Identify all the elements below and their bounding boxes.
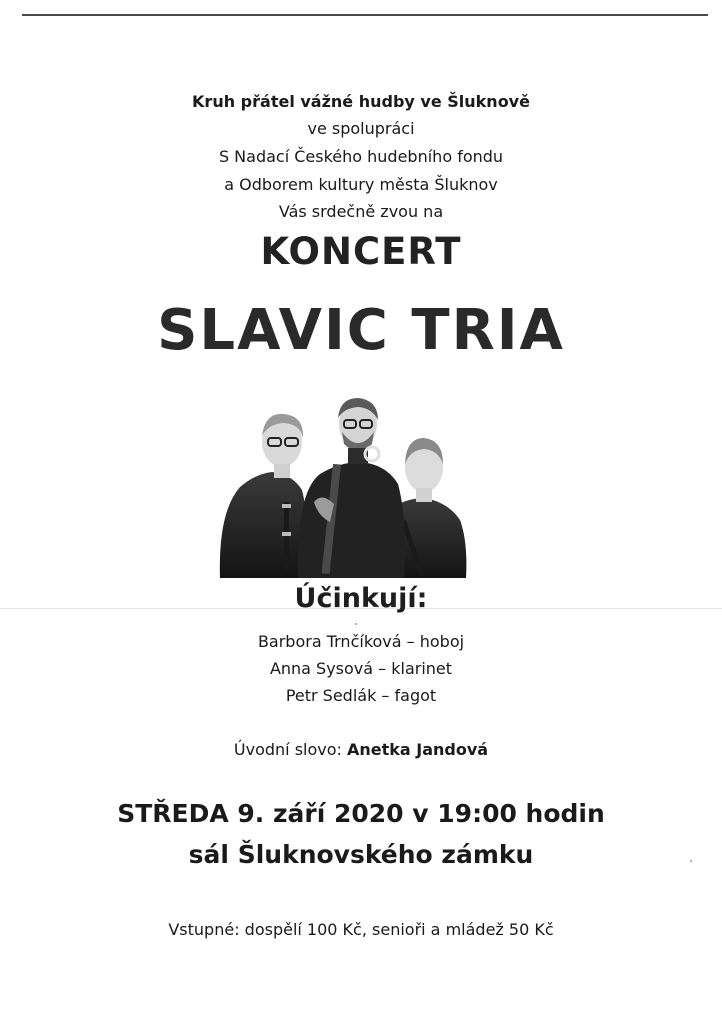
admission-prices: Vstupné: dospělí 100 Kč, senioři a mládež 50 Kč (168, 920, 554, 939)
performer-item: Anna Sysová – klarinet (269, 659, 453, 678)
trio-photo (210, 392, 480, 578)
top-rule (22, 14, 708, 16)
organizer-line: Kruh přátel vážné hudby ve Šluknově (192, 92, 530, 111)
invitation-line: Vás srdečně zvou na (278, 202, 444, 221)
performer-left-figure (220, 414, 309, 578)
performer-item: Petr Sedlák – fagot (285, 686, 437, 705)
performers-heading: Účinkují: (294, 583, 428, 614)
speech-speaker: Anetka Jandová (347, 740, 489, 759)
ensemble-title: SLAVIC TRIA (157, 298, 565, 363)
scan-speck (690, 860, 692, 862)
speech-label: Úvodní slovo: (233, 740, 342, 759)
cooperation-line: ve spolupráci (307, 119, 415, 138)
scan-speck (355, 623, 357, 625)
partner-line-2: a Odborem kultury města Šluknov (224, 175, 498, 194)
performer-item: Barbora Trnčíková – hoboj (257, 632, 465, 651)
performer-center-figure (298, 398, 405, 578)
event-venue: sál Šluknovského zámku (188, 840, 534, 869)
introductory-speech (0, 740, 722, 759)
partner-line-1: S Nadací Českého hudebního fondu (218, 147, 504, 166)
event-type-heading: KONCERT (260, 230, 462, 273)
event-datetime: STŘEDA 9. září 2020 v 19:00 hodin (117, 799, 605, 828)
